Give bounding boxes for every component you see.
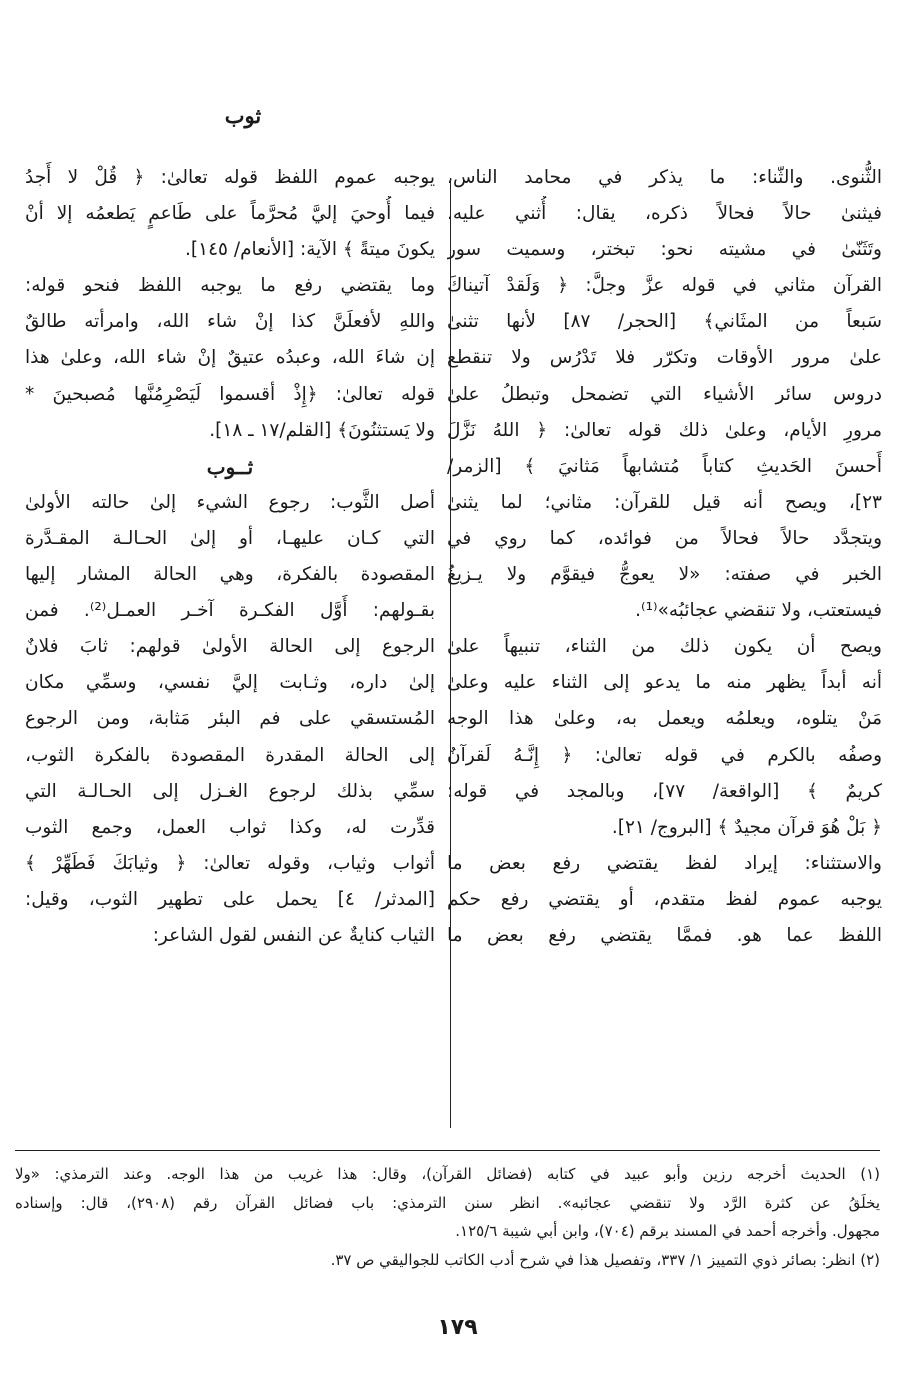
text-line: القرآن مثاني في قوله عزَّ وجلَّ: ﴿ وَلَقدْ آتيناكَ: [447, 275, 882, 297]
text-line: وما يقتضي رفع ما يوجبه اللفظ فنحو قوله:: [25, 275, 435, 297]
footnote-line: (١) الحديث أخرجه رزين وأبو عبيد في كتابه (فضائل القرآن)، وقال: هذا غريب من هذا الوجه. وعند الترمذي: «ولا: [15, 1165, 880, 1183]
text-line: مَنْ يتلوه، ويعلمُه ويعمل به، وعلىٰ هذا الوجه: [447, 708, 882, 730]
text-line: الثياب كنايةٌ عن النفس لقول الشاعر:: [152, 924, 435, 946]
text-line: ٢٣]، ويصح أنه قيل للقرآن: مثاني؛ لما يثنىٰ: [447, 491, 882, 513]
text-line: سمِّي بذلك لرجوع الغـزل إلى الحـالـة التي: [25, 780, 435, 802]
text-line: ولا يَستثنُونَ﴾ [القلم/١٧ ـ ١٨].: [209, 419, 435, 441]
left-column: [25, 160, 435, 954]
text-line: الثُّنوى. والثّناء: ما يذكر في محامد الناس،: [447, 167, 882, 188]
text-line: بقـولهم: أَوَّل الفكـرة آخـر العمـل⁽²⁾. فمن: [25, 600, 435, 622]
text-line: أنه أبداً يظهر منه ما يدعو إلى الثناء عليه وعلىٰ: [447, 672, 882, 694]
text-line: كريمٌ ﴾ [الواقعة/ ٧٧]، وبالمجد في قوله:: [447, 780, 882, 802]
text-line: الخبر في صفته: «لا يعوجُّ فيقوَّم ولا يـزيغُ: [447, 564, 882, 586]
text-line: سَبعاً من المثَاني﴾ [الحجر/ ٨٧] لأنها تثنىٰ: [447, 311, 882, 333]
text-line: فيستعتب، ولا تنقضي عجائبُه»⁽¹⁾.: [635, 600, 882, 622]
text-line: وصفُه بالكرم في قوله تعالىٰ: ﴿ إِنَّـهُ لَقرآنٌ: [447, 744, 882, 766]
footnote-line: يخلَقُ عن كثرة الرَّد ولا تنقضي عجائبه». انظر سنن الترمذي: باب فضائل القرآن رقم (٢٩٠٨)، قال: وإسناده: [15, 1193, 880, 1212]
footnote-separator: [15, 1150, 880, 1151]
section-heading: ثــوب: [206, 454, 254, 479]
text-line: الرجوع إلى الحالة الأولىٰ قولهم: ثابَ فلانٌ: [25, 636, 435, 658]
text-line: ويتجدَّد حالاً فحالاً من فوائده، كما روي في: [447, 527, 882, 549]
text-line: أثواب وثياب، وقوله تعالىٰ: ﴿ وثيابَكَ فَطَهِّرْ ﴾: [25, 852, 435, 874]
page-number: ١٧٩: [437, 1315, 478, 1340]
footnotes: [15, 1160, 880, 1274]
running-header-word: ثوب: [224, 103, 262, 128]
footnote-line: مجهول. وأخرجه أحمد في المسند برقم (٧٠٤)، وابن أبي شيبة ١٢٥/٦.: [455, 1222, 880, 1240]
text-line: التي كـان عليهـا، أو إلىٰ الحـالـة المقـدَّرة: [25, 527, 435, 549]
text-line: يوجبه عموم لفظ متقدم، أو يقتضي رفع حكم: [447, 888, 882, 910]
text-line: فيثنىٰ حالاً فحالاً ذكره، يقال: أُثني عليه.: [447, 203, 882, 225]
text-line: إلى الحالة المقدرة المقصودة بالفكرة الثوب،: [25, 744, 435, 766]
text-line: يوجبه عموم اللفظ قوله تعالىٰ: ﴿ قُلْ لا أَجدُ: [25, 167, 435, 188]
column-divider: [450, 178, 451, 1128]
text-line: المقصودة بالفكرة، وهي الحالة المشار إليها: [25, 564, 435, 586]
text-line: دروس سائر الأشياء التي تضمحل وتبطلُ علىٰ: [447, 383, 882, 405]
text-line: ويصح أن يكون ذلك من الثناء، تنبيهاً علىٰ: [447, 636, 882, 658]
text-line: علىٰ مرور الأوقات وتكرّر فلا تَدْرُس ولا تنقطع: [447, 347, 882, 369]
text-line: إلىٰ داره، وثـابت إليَّ نفسي، وسمِّي مكان: [25, 672, 435, 694]
text-line: مرورِ الأيام، وعلىٰ ذلك قوله تعالىٰ: ﴿ اللهُ نَزَّلَ: [447, 419, 882, 441]
text-line: فيما أُوحيَ إليَّ مُحرَّماً على طَاعمٍ يَطعمُه إلا أنْ: [25, 203, 435, 225]
text-line: قدِّرت له، وكذا ثواب العمل، وجمع الثوب: [25, 816, 435, 838]
text-line: أصل الثَّوب: رجوع الشيء إلىٰ حالته الأولىٰ: [25, 491, 435, 513]
text-line: واللهِ لأفعلَنَّ كذا إنْ شاء الله، وامرأته طالقٌ: [25, 311, 435, 333]
text-line: اللفظ عما هو. فممَّا يقتضي رفع بعض ما: [447, 924, 882, 946]
footnote-line: (٢) انظر: بصائر ذوي التمييز ١/ ٣٣٧، وتفصيل هذا في شرح أدب الكاتب للجواليقي ص ٣٧.: [330, 1250, 880, 1269]
text-line: وتَثَنّىٰ في مشيته نحو: تبختر، وسميت سور: [447, 239, 882, 261]
text-line: يكونَ ميتةً ﴾ الآية: [الأنعام/ ١٤٥].: [185, 239, 435, 261]
text-line: إن شاءَ الله، وعبدُه عتيقٌ إنْ شاء الله، وعلىٰ هذا: [25, 347, 435, 369]
text-line: ﴿ بَلْ هُوَ قرآن مجيدٌ ﴾ [البروج/ ٢١].: [611, 816, 882, 838]
text-line: المُستسقي على فم البئر مَثابة، ومن الرجوع: [25, 708, 435, 730]
text-line: [المدثر/ ٤] يحمل على تطهير الثوب، وقيل:: [25, 888, 435, 910]
right-column: [447, 160, 882, 954]
text-line: أَحسنَ الحَديثِ كتاباً مُتشابهاً مَثانيَ ﴾ [الزمر/: [447, 455, 882, 477]
text-line: والاستثناء: إيراد لفظ يقتضي رفع بعض ما: [447, 852, 882, 874]
text-line: قوله تعالىٰ: ﴿إِذْ أقسموا لَيَصْرِمُنَّها مُصبحينَ *: [25, 383, 435, 405]
